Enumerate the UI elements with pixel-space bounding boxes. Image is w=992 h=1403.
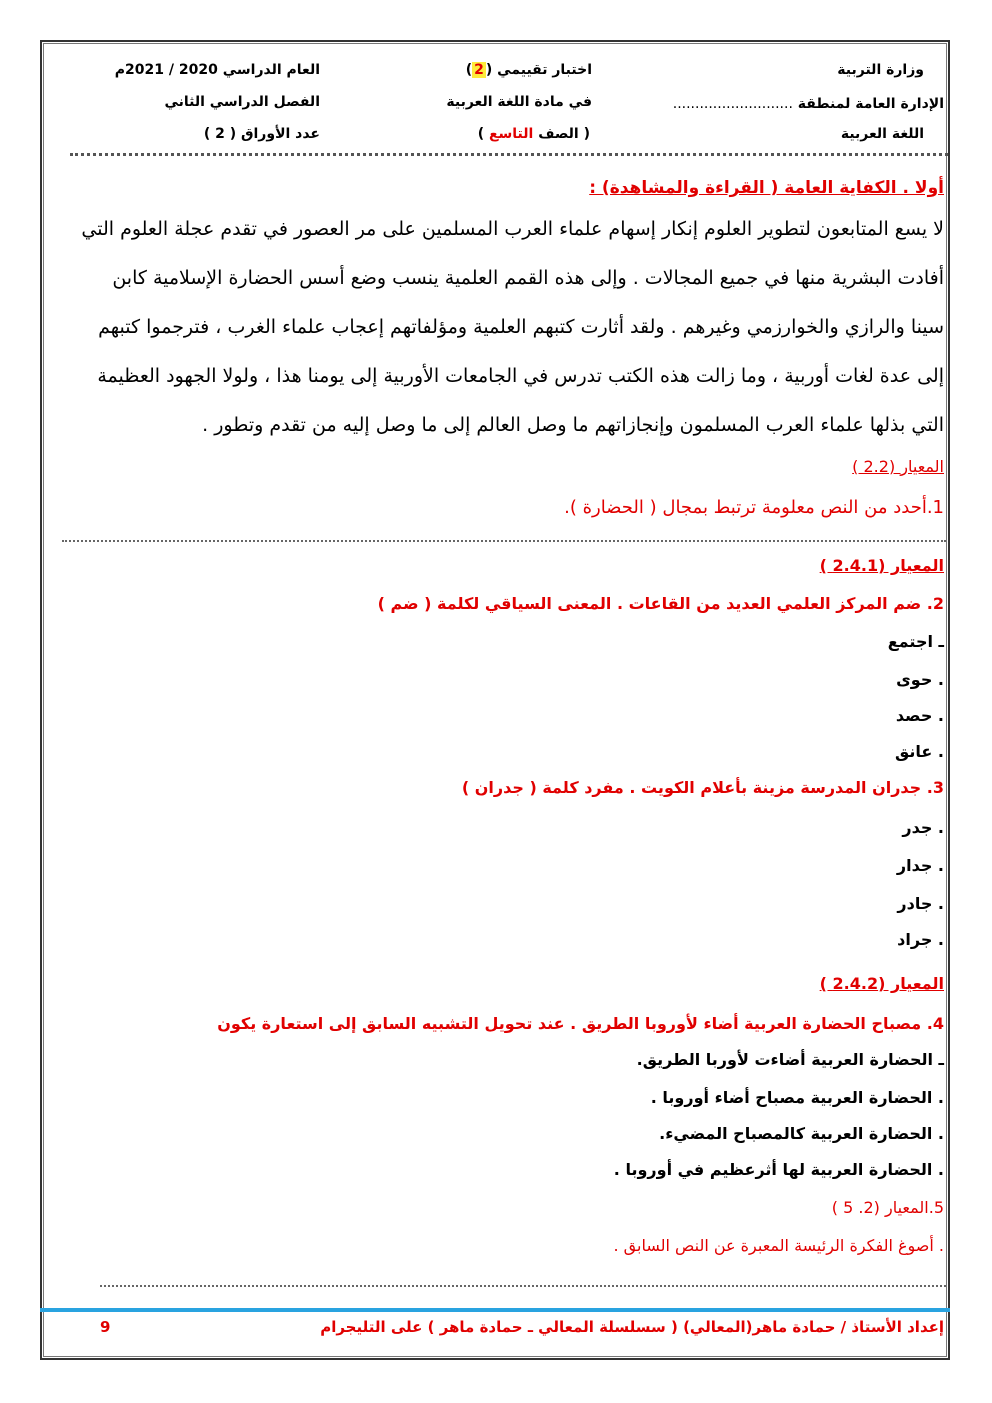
header-divider	[70, 153, 948, 156]
passage-line: التي بذلها علماء العرب المسلمون وإنجازاتهم ما وصل العالم إلى ما وصل إليه من تقدم وتطور .	[202, 414, 944, 436]
exam-title-suffix: )	[465, 62, 473, 78]
option-q4-2[interactable]: . الحضارة العربية مصباح أضاء أوروبا .	[650, 1088, 944, 1107]
directorate-label	[673, 96, 944, 112]
standard-q1: المعيار (2.2 )	[852, 457, 944, 476]
option-q2-4[interactable]: . عانق	[894, 742, 944, 761]
option-q3-3[interactable]: . جادر	[897, 894, 944, 913]
passage-line: أفادت البشرية منها في جميع المجالات . وإلى هذه القمم العلمية ينسب وضع أسس الحضارة الإسلامية كابن	[112, 267, 944, 289]
academic-year: العام الدراسي 2020 / 2021م	[114, 62, 320, 78]
option-q4-3[interactable]: . الحضارة العربية كالمصباح المضيء.	[659, 1124, 944, 1143]
question-4: 4. مصباح الحضارة العربية أضاء لأوروبا الطريق . عند تحويل التشبيه السابق إلى استعارة يكون	[217, 1014, 944, 1033]
footer-bar	[40, 1308, 950, 1312]
grade-prefix: ( الصف	[538, 126, 590, 142]
option-q2-2[interactable]: . حوى	[896, 670, 944, 689]
standard-q4: المعيار (2.4.2 )	[819, 974, 944, 993]
option-q3-2[interactable]: . جدار	[896, 856, 944, 875]
answer-line-q1[interactable]	[62, 540, 946, 542]
grade-name: التاسع	[488, 126, 534, 142]
passage-line: إلى عدة لغات أوربية ، وما زالت هذه الكتب تدرس في الجامعات الأوربية إلى يومنا هذا ، ولولا الجهود العظيمة	[97, 365, 944, 387]
option-q3-1[interactable]: . جدر	[902, 818, 944, 837]
directorate-dots: ...........................	[672, 96, 793, 112]
passage-line: سينا والرازي والخوارزمي وغيرهم . ولقد أثارت كتبهم العلمية ومؤلفاتهم إعجاب علماء الغرب ، فترجموا كتبهم	[98, 316, 944, 338]
section-title: أولا . الكفاية العامة ( القراءة والمشاهدة) :	[589, 178, 944, 198]
academic-term: الفصل الدراسي الثاني	[164, 94, 320, 110]
option-q4-4[interactable]: . الحضارة العربية لها أثرعظيم في أوروبا .	[613, 1160, 944, 1179]
option-q3-4[interactable]: . جراد	[897, 930, 944, 949]
option-q2-1[interactable]: ـ اجتمع	[887, 632, 944, 651]
subject-label: اللغة العربية	[840, 126, 924, 142]
directorate-text: الإدارة العامة لمنطقة	[797, 96, 944, 112]
footer-credit: إعداد الأستاذ / حمادة ماهر(المعالي) ( سسلسلة المعالي ـ حمادة ماهر ) على التليجرام	[320, 1318, 944, 1336]
question-1: 1.أحدد من النص معلومة ترتبط بمجال ( الحضارة ).	[564, 497, 944, 518]
ministry-label: وزارة التربية	[837, 62, 924, 78]
answer-line-q5[interactable]	[100, 1285, 946, 1287]
exam-title	[466, 62, 592, 78]
passage-line: لا يسع المتابعون لتطوير العلوم إنكار إسهام علماء العرب المسلمين على مر العصور في تقدم عجلة العلوم التي	[81, 218, 944, 240]
footer	[100, 1318, 944, 1336]
grade-suffix: )	[477, 126, 485, 142]
question-3: 3. جدران المدرسة مزينة بأعلام الكويت . مفرد كلمة ( جدران )	[461, 778, 944, 797]
standard-q2: المعيار (2.4.1 )	[819, 556, 944, 575]
grade-line	[478, 126, 590, 142]
option-q2-3[interactable]: . حصد	[895, 706, 944, 725]
page-count: عدد الأوراق ( 2 )	[203, 126, 320, 142]
question-5: . أصوغ الفكرة الرئيسة المعبرة عن النص السابق .	[613, 1236, 944, 1255]
exam-title-prefix: اختبار تقييمي (	[485, 62, 592, 78]
exam-number: 2	[474, 62, 484, 78]
standard-q5: 5.المعيار (2. 5 )	[831, 1198, 944, 1217]
page-number: 9	[100, 1318, 111, 1336]
question-2: 2. ضم المركز العلمي العديد من القاعات . المعنى السياقي لكلمة ( ضم )	[377, 594, 944, 613]
exam-subject-line: في مادة اللغة العربية	[446, 94, 592, 110]
reading-passage	[54, 205, 944, 450]
option-q4-1[interactable]: ـ الحضارة العربية أضاءت لأوربا الطريق.	[636, 1050, 944, 1069]
